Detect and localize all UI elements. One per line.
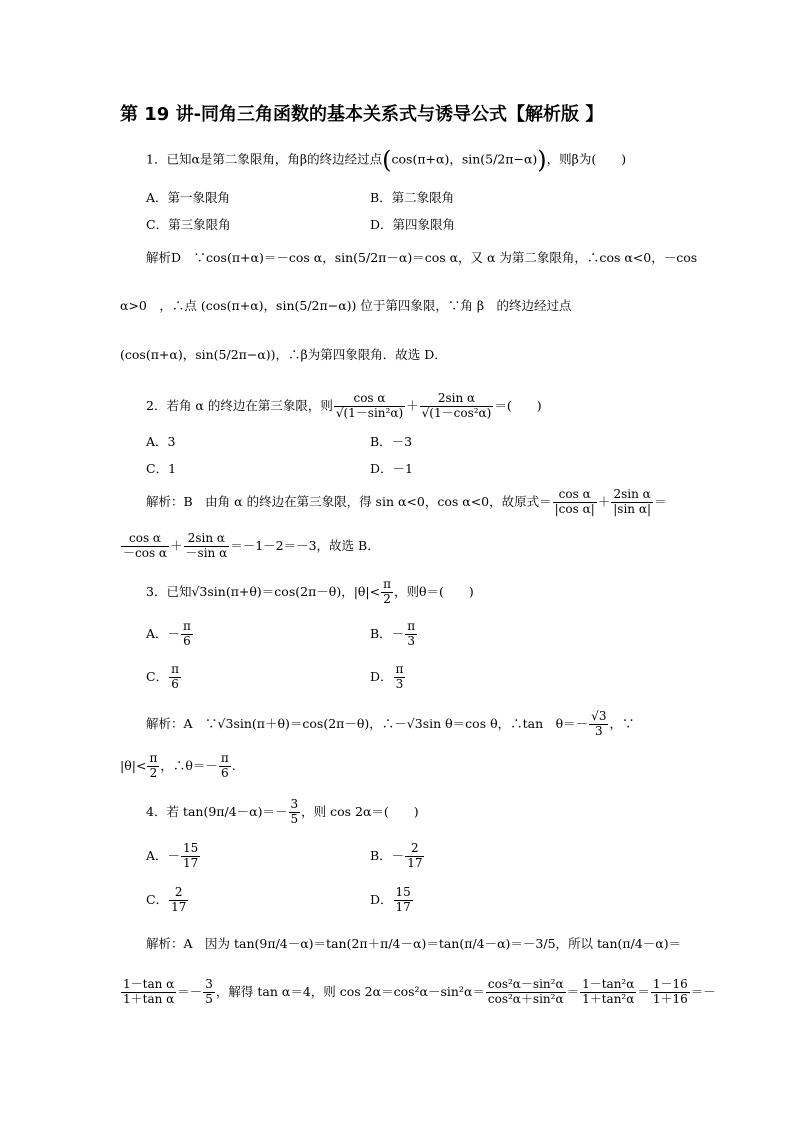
q2-fraction-1: $\frac{\text{cos α}}{\text{√(1－sin²α)}}$ <box>335 391 404 420</box>
q1-option-a: A．第一象限角 <box>146 190 231 205</box>
q2-sol-fraction-2: $\frac{\text{2sin α}}{\text{|sin α|}}$ <box>613 487 651 516</box>
q2-option-a: A．3 <box>146 434 176 449</box>
q4-solution-line-1: 解析：A 因为 tan(9π/4－α)＝tan(2π＋π/4－α)＝tan(π/4－α)＝－3/5，所以 tan(π/4－α)＝ <box>146 936 682 951</box>
q3-solution-line-2: |θ|< $\frac{\pi}{2}$ ，∴θ＝－ $\frac{\pi}{6}$ . <box>120 751 236 780</box>
q3-stem: 3．已知√3sin(π+θ)＝cos(2π－θ)，|θ|< $\frac{\pi}{2}$ ，则θ＝( ) <box>146 577 474 606</box>
q1-stem-point: cos(π+α)，sin(5/2π−α) <box>391 151 538 167</box>
q3-option-a: A．－ $\frac{\pi}{6}$ <box>146 619 191 648</box>
q1-solution-line-2: α>0 ，∴点 (cos(π+α)，sin(5/2π−α)) 位于第四象限，∵角 β 的终边经过点 <box>120 298 572 313</box>
q4-option-b: B．－ $\frac{2}{17}$ <box>370 841 423 870</box>
q4-option-c: C． $\frac{2}{17}$ <box>146 885 187 914</box>
q2-stem: 2．若角 α 的终边在第三象限，则 $\frac{\text{cos α}}{\text{√(1－sin²α)}}$ ＋ $\frac{\text{2sin α}}{\text{√(1－cos²α)}}$ ＝( ) <box>146 391 542 420</box>
page-title: 第 19 讲-同角三角函数的基本关系式与诱导公式【解析版 】 <box>120 104 604 125</box>
q1-option-d: D．第四象限角 <box>370 217 456 232</box>
q2-option-c: C．1 <box>146 461 177 476</box>
q1-stem-text: 1．已知α是第二象限角，角β的终边经过点 <box>146 151 383 167</box>
q3-option-c: C． $\frac{\pi}{6}$ <box>146 662 179 691</box>
q2-solution-line-1: 解析：B 由角 α 的终边在第三象限，得 sin α<0，cos α<0，故原式＝ $\frac{\text{cos α}}{\text{|cos α|}}$ ＋ $\frac{\text{2sin α}}{\text{|sin α|}}$ ＝ <box>146 487 667 516</box>
q2-stem-text: 2．若角 α 的终边在第三象限，则 <box>146 397 333 413</box>
q3-option-b: B．－ $\frac{\pi}{3}$ <box>370 619 416 648</box>
q3-option-d: D． $\frac{\pi}{3}$ <box>370 662 404 691</box>
q2-solution-line-2: $\frac{\text{cos α}}{\text{－cos α}}$ ＋ $\frac{\text{2sin α}}{\text{－sin α}}$ ＝－1－2＝－3，故选 B． <box>123 531 380 560</box>
q4-option-d: D． $\frac{15}{17}$ <box>370 885 411 914</box>
q1-option-c: C．第三象限角 <box>146 217 231 232</box>
q1-stem-end: ，则β为( ) <box>546 151 627 167</box>
q2-fraction-2: $\frac{\text{2sin α}}{\text{√(1－cos²α)}}$ <box>421 391 492 420</box>
q3-solution-line-1: 解析：A ∵√3sin(π＋θ)＝cos(2π－θ)，∴－√3sin θ＝cos θ，∴tan θ＝－ $\frac{√3}{3}$ ，∵ <box>146 709 635 738</box>
q2-sol-fraction-4: $\frac{\text{2sin α}}{\text{－sin α}}$ <box>185 531 228 560</box>
q2-option-d: D．－1 <box>370 461 413 476</box>
q1-stem: 1．已知α是第二象限角，角β的终边经过点(cos(π+α)，sin(5/2π−α))，则β为( ) <box>146 146 627 174</box>
q1-option-b: B．第二象限角 <box>370 190 455 205</box>
q1-solution-line-3: (cos(π+α)，sin(5/2π−α))，∴β为第四象限角．故选 D． <box>120 347 447 362</box>
q4-stem: 4．若 tan(9π/4－α)＝－ $\frac{3}{5}$ ，则 cos 2α＝( ) <box>146 797 419 826</box>
q4-solution-line-2: $\frac{\text{1－tan α}}{\text{1＋tan α}}$ ＝－ $\frac{3}{5}$ ，解得 tan α＝4，则 cos 2α＝cos²α－sin²α＝ $\frac{\text{cos²α－sin²α}}{\text{cos²α＋sin²α}}$ ＝ $\frac{\text{1－tan²α}}{\text{1＋tan²α}}$ ＝ $\frac{1-16}{1+16}$ ＝－ <box>123 977 716 1006</box>
q2-sol-fraction-1: $\frac{\text{cos α}}{\text{|cos α|}}$ <box>554 487 595 516</box>
q2-option-b: B．－3 <box>370 434 413 449</box>
q4-option-a: A．－ $\frac{15}{17}$ <box>146 841 199 870</box>
q2-sol-fraction-3: $\frac{\text{cos α}}{\text{－cos α}}$ <box>123 531 168 560</box>
q1-solution-line-1: 解析D ∵cos(π+α)＝－cos α，sin(5/2π－α)＝cos α，又 α 为第二象限角，∴cos α<0，－cos <box>146 250 698 265</box>
